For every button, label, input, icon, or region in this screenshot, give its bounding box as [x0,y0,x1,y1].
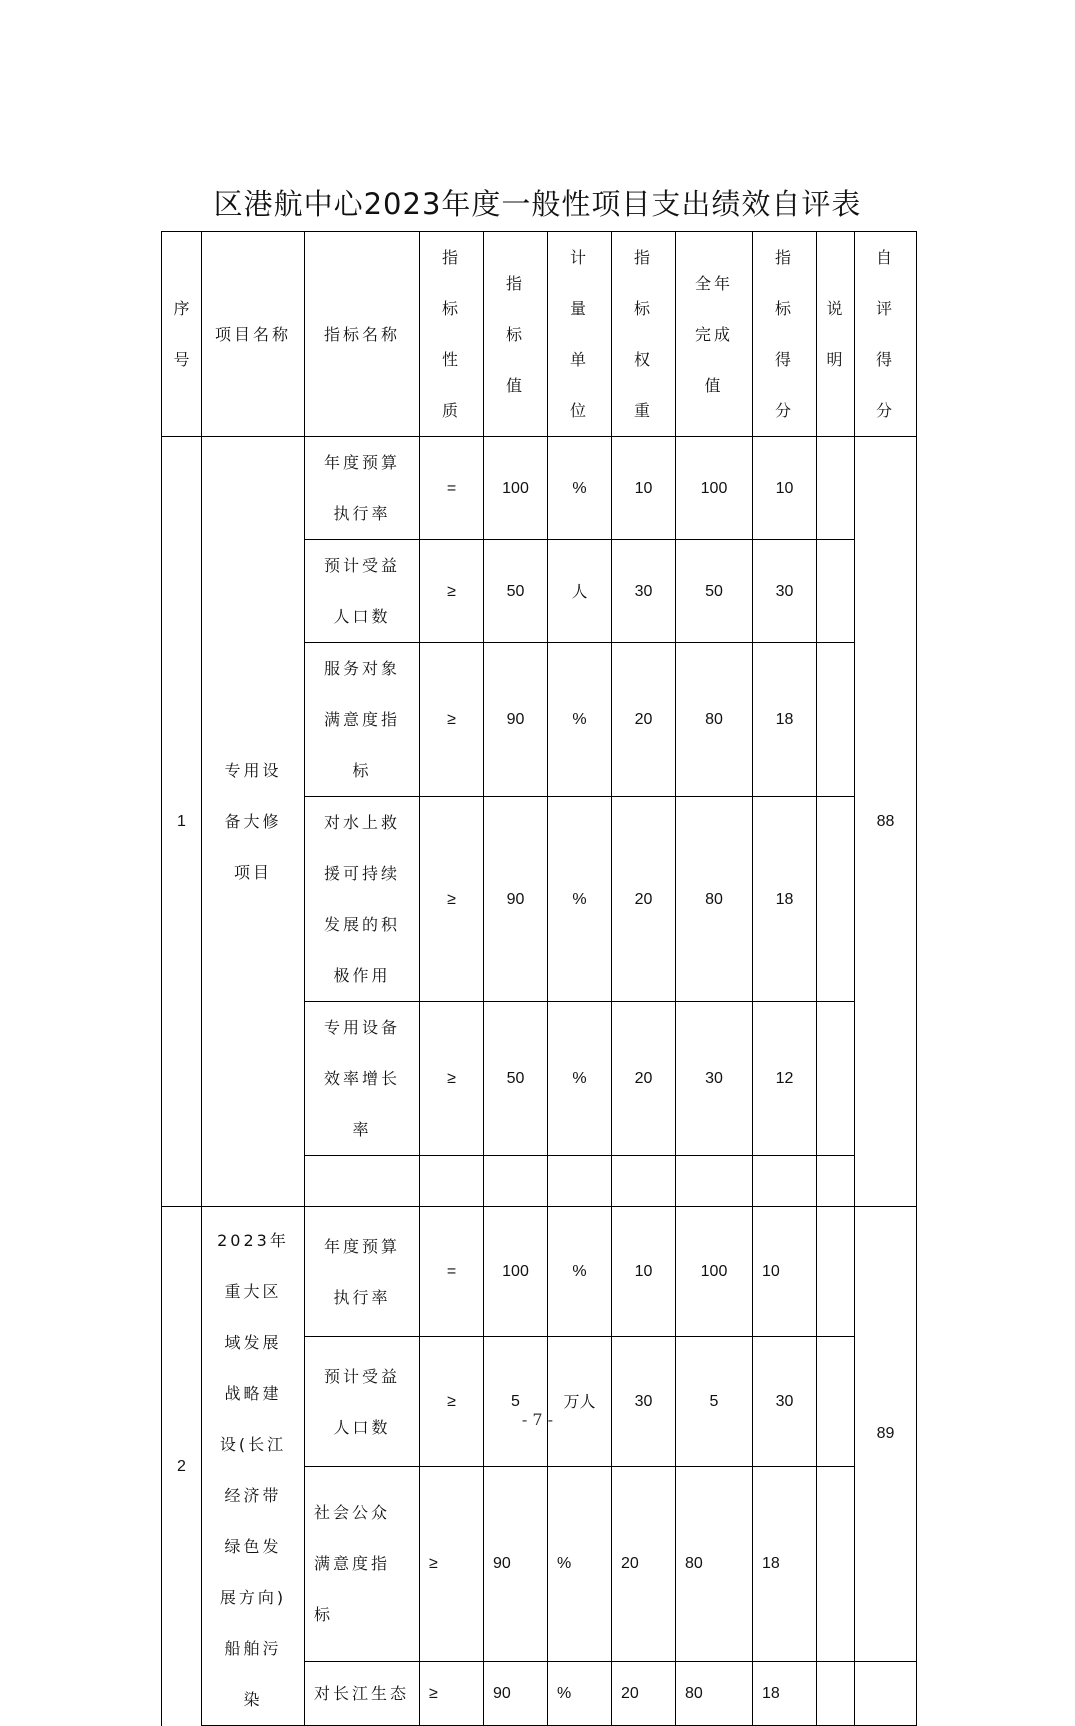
indicator-unit: % [548,437,612,540]
indicator-weight: 10 [612,437,676,540]
indicator-name [305,1156,420,1207]
indicator-actual: 5 [676,1337,753,1467]
indicator-weight: 10 [612,1207,676,1337]
table-row [162,1207,917,1337]
header-score: 指标得分 [753,232,817,437]
header-row [162,232,917,437]
table-row [162,437,917,540]
indicator-actual: 80 [676,643,753,797]
indicator-weight: 20 [612,1002,676,1156]
indicator-note [817,1337,855,1467]
indicator-name: 服务对象满意度指标 [305,643,420,797]
indicator-nature: = [420,1207,484,1337]
indicator-name: 对水上救援可持续发展的积极作用 [305,797,420,1002]
header-note: 说明 [817,232,855,437]
header-self-score: 自评得分 [855,232,917,437]
indicator-nature: ≥ [420,1467,484,1661]
indicator-value: 90 [484,1661,548,1725]
indicator-weight [612,1156,676,1207]
header-project-name: 项目名称 [202,232,305,437]
indicator-value: 90 [484,797,548,1002]
indicator-name: 年度预算执行率 [305,437,420,540]
indicator-value: 90 [484,643,548,797]
indicator-value: 50 [484,1002,548,1156]
header-weight: 指标权重 [612,232,676,437]
indicator-unit: 万人 [548,1337,612,1467]
indicator-unit: % [548,643,612,797]
page-number: - 7 - [521,1410,554,1429]
indicator-actual [676,1156,753,1207]
indicator-note [817,797,855,1002]
indicator-actual: 100 [676,1207,753,1337]
project-self-score: 88 [855,437,917,1207]
indicator-nature: ≥ [420,540,484,643]
indicator-note [817,540,855,643]
indicator-score: 12 [753,1002,817,1156]
indicator-note [817,1002,855,1156]
indicator-name: 年度预算执行率 [305,1207,420,1337]
indicator-nature: = [420,437,484,540]
performance-table [161,231,917,1726]
indicator-unit: % [548,1207,612,1337]
indicator-nature [420,1156,484,1207]
indicator-name: 社会公众满意度指标 [305,1467,420,1661]
indicator-value: 90 [484,1467,548,1661]
indicator-name: 对长江生态 [305,1661,420,1725]
indicator-unit [548,1156,612,1207]
indicator-value: 5 [484,1337,548,1467]
indicator-note [817,1467,855,1661]
indicator-score: 18 [753,1467,817,1661]
indicator-nature: ≥ [420,1002,484,1156]
indicator-score: 18 [753,643,817,797]
indicator-note [817,643,855,797]
indicator-note [817,1156,855,1207]
project-self-score-continued [855,1661,917,1725]
indicator-score: 18 [753,797,817,1002]
indicator-note [817,1207,855,1337]
indicator-value: 100 [484,1207,548,1337]
indicator-name: 预计受益人口数 [305,540,420,643]
indicator-weight: 20 [612,1661,676,1725]
indicator-note [817,1661,855,1725]
indicator-actual: 50 [676,540,753,643]
project-seq: 1 [162,437,202,1207]
indicator-actual: 80 [676,1467,753,1661]
indicator-nature: ≥ [420,1661,484,1725]
indicator-weight: 30 [612,1337,676,1467]
indicator-weight: 20 [612,797,676,1002]
indicator-score [753,1156,817,1207]
header-seq: 序号 [162,232,202,437]
indicator-score: 30 [753,1337,817,1467]
indicator-unit: % [548,1002,612,1156]
page-title: 区港航中心2023年度一般性项目支出绩效自评表 [213,187,862,221]
indicator-unit: 人 [548,540,612,643]
header-nature: 指标性质 [420,232,484,437]
indicator-score: 10 [753,1207,817,1337]
indicator-unit: % [548,1467,612,1661]
indicator-actual: 30 [676,1002,753,1156]
indicator-nature: ≥ [420,643,484,797]
indicator-score: 30 [753,540,817,643]
project-name: 专用设备大修项目 [202,437,305,1207]
project-name: 2023年重大区域发展战略建设(长江经济带绿色发展方向)船舶污染 [202,1207,305,1726]
indicator-actual: 100 [676,437,753,540]
indicator-value [484,1156,548,1207]
header-actual: 全年完成值 [676,232,753,437]
header-indicator-name: 指标名称 [305,232,420,437]
indicator-actual: 80 [676,797,753,1002]
project-self-score: 89 [855,1207,917,1662]
indicator-value: 50 [484,540,548,643]
indicator-nature: ≥ [420,1337,484,1467]
indicator-unit: % [548,1661,612,1725]
indicator-score: 18 [753,1661,817,1725]
indicator-score: 10 [753,437,817,540]
header-value: 指标值 [484,232,548,437]
indicator-value: 100 [484,437,548,540]
indicator-unit: % [548,797,612,1002]
indicator-weight: 20 [612,643,676,797]
project-seq: 2 [162,1207,202,1726]
indicator-actual: 80 [676,1661,753,1725]
indicator-weight: 20 [612,1467,676,1661]
indicator-weight: 30 [612,540,676,643]
indicator-nature: ≥ [420,797,484,1002]
indicator-name: 预计受益人口数 [305,1337,420,1467]
indicator-note [817,437,855,540]
header-unit: 计量单位 [548,232,612,437]
indicator-name: 专用设备效率增长率 [305,1002,420,1156]
